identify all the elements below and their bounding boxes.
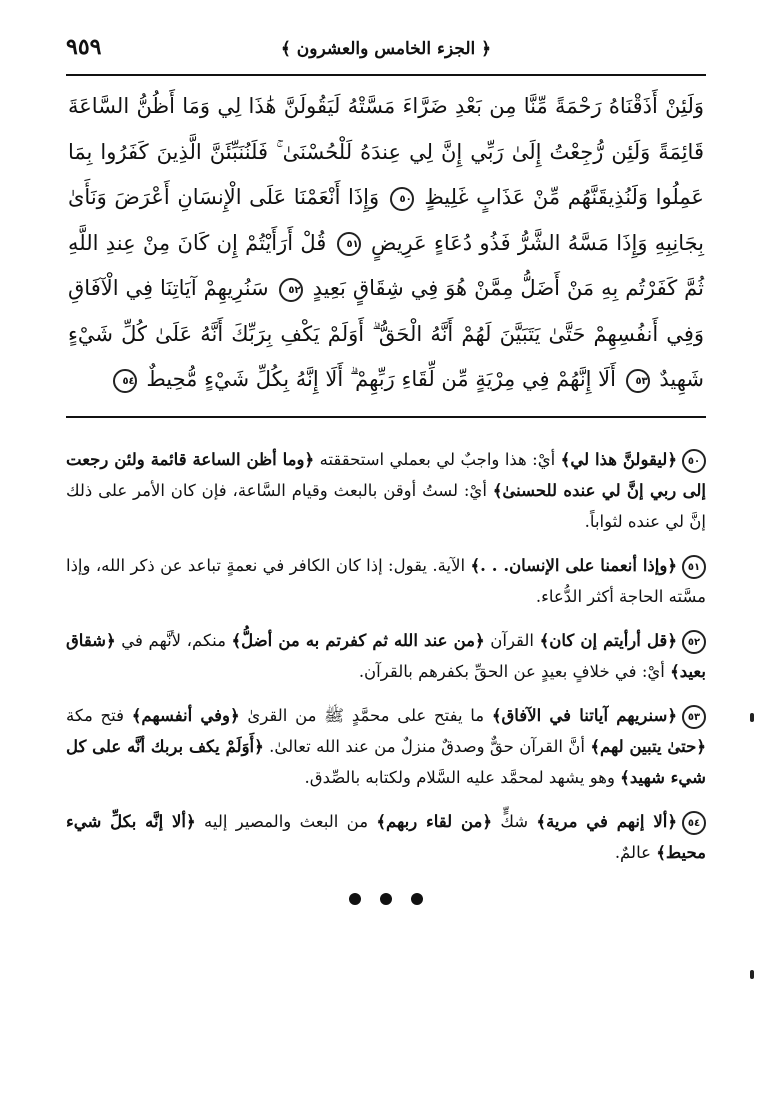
explanation-text: من البعث والمصير إليه — [195, 812, 377, 831]
ornament-dot — [349, 893, 361, 905]
quran-text-block — [66, 76, 706, 416]
note-number-marker: ٥٢ — [682, 630, 706, 654]
quoted-verse-phrase: ﴿وما أظن الساعة قائمة ولئن رجعت إلى ربي إنَّ لي عنده للحسنىٰ﴾ — [66, 450, 706, 500]
verse-number-marker: ٥٢ — [279, 278, 303, 302]
verse-text: وَلَئِنْ أَذَقْنَاهُ رَحْمَةً مِّنَّا مِن بَعْدِ ضَرَّاءَ مَسَّتْهُ لَيَقُولَنَّ هَٰذَا لِي وَمَا أَظُنُّ السَّاعَةَ قَائِمَةً وَلَئِن رُّجِعْتُ إِلَىٰ رَبِّي إِنَّ لِي عِندَهُ لَلْحُسْنَىٰ ۚ فَلَنُنَبِّئَنَّ الَّذِينَ كَفَرُوا بِمَا عَمِلُوا وَلَنُذِيقَنَّهُم مِّنْ عَذَابٍ غَلِيظٍ — [68, 94, 704, 209]
explanation-text: أنَّ القرآن حقٌّ وصدقٌ منزلٌ من عند الله تعالىٰ. — [263, 737, 591, 756]
explanation-text: فتح مكة — [66, 706, 132, 725]
running-title: ﴿ الجزء الخامس والعشرون ﴾ — [280, 39, 492, 59]
commentary-note — [66, 700, 706, 793]
quoted-verse-phrase: ﴿سنريهم آياتنا في الآفاق﴾ — [491, 706, 677, 725]
margin-mark — [750, 713, 754, 722]
quoted-verse-phrase: ﴿شقاق بعيد﴾ — [66, 631, 706, 681]
quoted-verse-phrase: ﴿ليقولنَّ هذا لي﴾ — [560, 450, 678, 469]
quoted-verse-phrase: ﴿وإذا أنعمنا على الإنسان. . .﴾ — [470, 556, 677, 575]
explanation-text: وهو يشهد لمحمَّد عليه السَّلام ولكتابه بالصِّدق. — [304, 768, 621, 787]
quoted-verse-phrase: ﴿ألا إنَّه بكلِّ شيء محيط﴾ — [66, 812, 706, 862]
quoted-verse-phrase: ﴿حتىٰ يتبين لهم﴾ — [590, 737, 706, 756]
end-ornament — [66, 890, 706, 909]
book-page — [66, 28, 706, 909]
quoted-verse-phrase: ﴿وفي أنفسهم﴾ — [131, 706, 240, 725]
explanation-text: القرآن — [484, 631, 540, 650]
note-number-marker: ٥٠ — [682, 449, 706, 473]
margin-mark — [750, 970, 754, 979]
page-number: ٩٥٩ — [66, 34, 102, 60]
quoted-verse-phrase: ﴿من لقاء ربهم﴾ — [376, 812, 493, 831]
verse-text: وَإِذَا أَنْعَمْنَا عَلَى الْإِنسَانِ أَعْرَضَ وَنَأَىٰ بِجَانِبِهِ وَإِذَا مَسَّهُ الشَّرُّ فَذُو دُعَاءٍ عَرِيضٍ — [68, 185, 704, 255]
explanation-text: ما يفتح على محمَّدٍ ﷺ من القرىٰ — [239, 706, 492, 725]
verse-text: أَلَا إِنَّهُمْ فِي مِرْيَةٍ مِّن لِّقَاءِ رَبِّهِمْ ۗ أَلَا إِنَّهُ بِكُلِّ شَيْءٍ مُّحِيطٌ — [146, 367, 616, 391]
quoted-verse-phrase: ﴿من عند الله ثم كفرتم به من أضلُّ﴾ — [231, 631, 485, 650]
commentary-note — [66, 625, 706, 687]
explanation-text: أيْ: لستُ أوقن بالبعث وقيام السَّاعة، فإن كان الأمر على ذلك إنَّ لي عنده لثواباً. — [66, 481, 706, 531]
quoted-verse-phrase: ﴿ألا إنهم في مرية﴾ — [536, 812, 677, 831]
commentary-note — [66, 806, 706, 868]
page-header — [66, 28, 706, 74]
explanation-text: عالمٌ. — [614, 843, 657, 862]
ornament-dot — [380, 893, 392, 905]
note-number-marker: ٥١ — [682, 555, 706, 579]
verse-number-marker: ٥٠ — [390, 187, 414, 211]
commentary-note — [66, 444, 706, 537]
verse-text: سَنُرِيهِمْ آيَاتِنَا فِي الْآفَاقِ وَفِي أَنفُسِهِمْ حَتَّىٰ يَتَبَيَّنَ لَهُمْ أَنَّهُ الْحَقُّ ۗ أَوَلَمْ يَكْفِ بِرَبِّكَ أَنَّهُ عَلَىٰ كُلِّ شَيْءٍ شَهِيدٌ — [68, 276, 704, 391]
explanation-text: الآية. يقول: إذا كان الكافر في نعمةٍ تباعد عن ذكر الله، وإذا مسَّته الحاجة أكثر الدُّعاء. — [66, 556, 706, 606]
explanation-text: منكم، لأنَّهم في — [115, 631, 232, 650]
note-number-marker: ٥٤ — [682, 811, 706, 835]
verse-number-marker: ٥٣ — [626, 369, 650, 393]
commentary-note — [66, 550, 706, 612]
commentary-notes — [66, 418, 706, 868]
quoted-verse-phrase: ﴿قل أرأيتم إن كان﴾ — [539, 631, 677, 650]
explanation-text: أيْ: هذا واجبٌ لي بعملي استحققته — [314, 450, 561, 469]
ornament-dot — [411, 893, 423, 905]
verse-text: قُلْ أَرَأَيْتُمْ إِن كَانَ مِنْ عِندِ اللَّهِ ثُمَّ كَفَرْتُم بِهِ مَنْ أَضَلُّ مِمَّنْ هُوَ فِي شِقَاقٍ بَعِيدٍ — [68, 230, 704, 300]
note-number-marker: ٥٣ — [682, 705, 706, 729]
explanation-text: أيْ: في خلافٍ بعيدٍ عن الحقِّ بكفرهم بالقرآن. — [358, 662, 671, 681]
quoted-verse-phrase: ﴿أَوَلَمْ يكف بربك أنَّه على كل شيء شهيد﴾ — [66, 737, 706, 787]
explanation-text: شكٍّ — [492, 812, 537, 831]
verse-number-marker: ٥٤ — [113, 369, 137, 393]
verse-number-marker: ٥١ — [337, 232, 361, 256]
